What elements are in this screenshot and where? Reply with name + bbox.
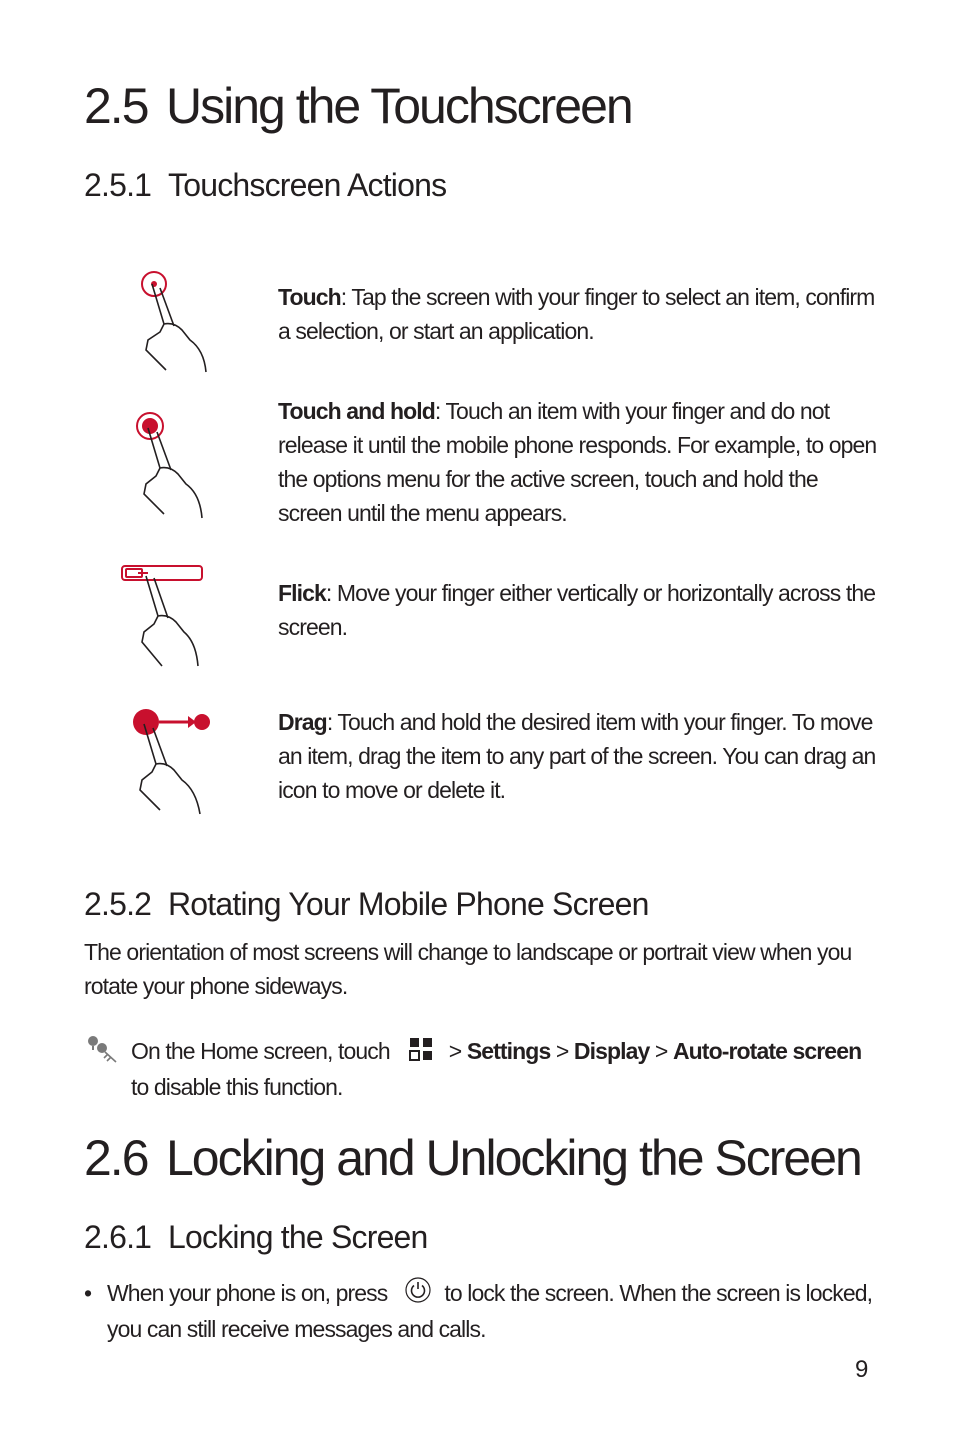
tip-prefix: On the Home screen, touch: [131, 1038, 390, 1064]
subsection-title: Rotating Your Mobile Phone Screen: [168, 886, 649, 922]
tip-text: [131, 1034, 881, 1104]
subsection-heading-2-5-2: [84, 885, 649, 923]
tip-suffix: to disable this function.: [131, 1073, 343, 1100]
action-flick: [278, 576, 878, 644]
subsection-title: Touchscreen Actions: [168, 167, 447, 203]
subsection-heading-2-6-1: [84, 1218, 428, 1256]
action-term: Flick: [278, 580, 326, 606]
app-drawer-icon: [409, 1036, 433, 1070]
section-title: Using the Touchscreen: [166, 78, 632, 134]
action-description: : Tap the screen with your finger to select an item, confirm a selection, or start an application.: [278, 284, 875, 344]
bullet-after: to lock the screen. When the screen is locked, you can still receive messages and calls.: [107, 1280, 873, 1343]
path-separator: >: [654, 1038, 668, 1064]
section-title: Locking and Unlocking the Screen: [166, 1130, 861, 1186]
section-number: 2.6: [84, 1130, 148, 1186]
touch-and-hold-gesture-icon: [130, 408, 220, 520]
power-button-icon: [405, 1277, 431, 1312]
action-touch: [278, 280, 878, 348]
subsection-number: 2.6.1: [84, 1219, 152, 1255]
tip-icon: [84, 1034, 120, 1069]
action-drag: [278, 705, 878, 807]
display-label: Display: [573, 1038, 650, 1064]
section-heading-2-6: [84, 1130, 861, 1186]
flick-gesture-icon: [118, 562, 208, 670]
action-touch-and-hold: [278, 394, 878, 530]
action-term: Drag: [278, 709, 327, 735]
auto-rotate-label: Auto-rotate screen: [672, 1038, 862, 1064]
path-separator: >: [448, 1038, 462, 1064]
subsection-number: 2.5.1: [84, 167, 152, 203]
drag-gesture-icon: [130, 704, 220, 816]
bullet-before: When your phone is on, press: [107, 1280, 388, 1306]
action-term: Touch and hold: [278, 398, 435, 424]
section-heading-2-5: [84, 78, 632, 134]
action-description: : Move your finger either vertically or horizontally across the screen.: [278, 580, 876, 640]
action-term: Touch: [278, 284, 341, 310]
lock-bullet-text: [107, 1276, 877, 1346]
touch-gesture-icon: [130, 266, 220, 376]
bullet-marker: •: [84, 1280, 92, 1306]
action-description: : Touch and hold the desired item with your finger. To move an item, drag the item to any part of the screen. You can drag an icon to move or delete it.: [278, 709, 876, 803]
subsection-number: 2.5.2: [84, 886, 152, 922]
rotation-paragraph: The orientation of most screens will change to landscape or portrait view when you rotate your phone sideways.: [84, 939, 852, 999]
subsection-title: Locking the Screen: [168, 1219, 428, 1255]
subsection-heading-2-5-1: [84, 166, 446, 204]
action-description: : Touch an item with your finger and do not release it until the mobile phone responds. For example, to open the options menu for the active screen, touch and hold the screen until the menu appears.: [278, 398, 877, 526]
section-number: 2.5: [84, 78, 148, 134]
settings-label: Settings: [466, 1038, 551, 1064]
path-separator: >: [555, 1038, 569, 1064]
page-number: 9: [855, 1356, 869, 1383]
